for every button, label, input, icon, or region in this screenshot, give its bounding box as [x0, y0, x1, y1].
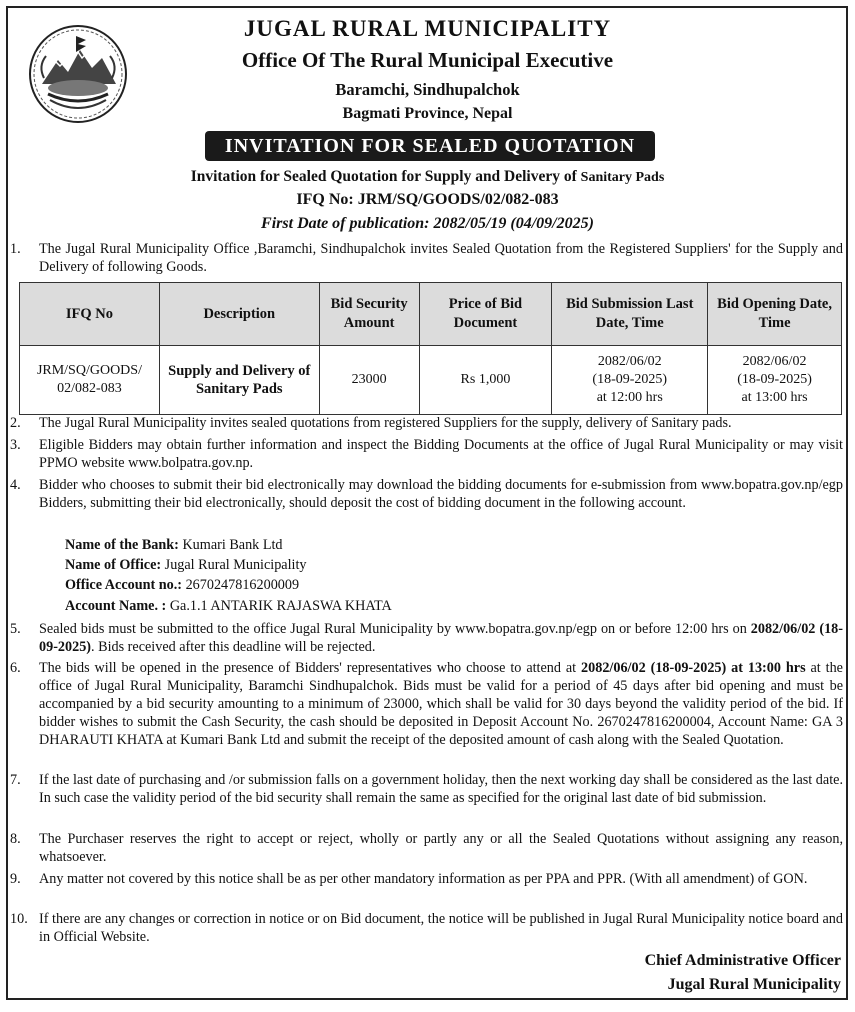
table-header: Description — [159, 283, 319, 346]
table-header: IFQ No — [20, 283, 160, 346]
province: Bagmati Province, Nepal — [342, 105, 513, 122]
ifq-table — [19, 282, 842, 415]
clause-9: 9. Any matter not covered by this notice shall be as per other mandatory information as per PPA and PPR. (With all amendment) of GON. — [10, 871, 808, 887]
security-cell: 23000 — [319, 346, 419, 415]
price-cell: Rs 1,000 — [419, 346, 552, 415]
notice-banner: INVITATION FOR SEALED QUOTATION — [205, 131, 655, 161]
clause-3: 3. Eligible Bidders may obtain further information and inspect the Bidding Documents at the office of Jugal Rural Municipality or may visit PPMO website www.bolpatra.gov.np. — [10, 437, 843, 471]
table-row — [20, 346, 842, 415]
clause-6: 6. The bids will be opened in the presence of Bidders' representatives who choose to attend at 2082/06/02 (18-09-2025) at 13:00 hrs at the office of Jugal Rural Municipality, Baramchi Sindhupalchok. Bids must be valid for a period of 45 days after bid opening and must be accompanied by a bid security amounting to a minimum of 23000, which shall be valid for 30 days beyond the validity period of the bid. If bidder wishes to submit the Cash Security, the cash should be deposited in Deposit Account No. 2670247816200004, Account Name: GA 3 DHARAUTI KHATA at Kumari Bank Ltd and submit the receipt of the deposited amount of cash along with the Sealed Quotation. — [10, 660, 843, 748]
signatory-title: Chief Administrative Officer — [644, 952, 841, 969]
bank-name: Name of the Bank: Kumari Bank Ltd — [65, 537, 283, 553]
clause-10: 10. If there are any changes or correction in notice or on Bid document, the notice will be published in Jugal Rural Municipality notice board and in Official Website. — [10, 911, 843, 945]
account-name: Account Name. : Ga.1.1 ANTARIK RAJASWA KHATA — [65, 598, 392, 614]
clause-2: 2. The Jugal Rural Municipality invites sealed quotations from registered Suppliers for the supply, delivery of Sanitary pads. — [10, 415, 732, 431]
org-title: JUGAL RURAL MUNICIPALITY — [243, 16, 612, 41]
ifq-cell: JRM/SQ/GOODS/ 02/082-083 — [20, 346, 160, 415]
clause-7: 7. If the last date of purchasing and /or submission falls on a government holiday, then the next working day shall be considered as the last date. In such case the validity period of the bid security shall remain the same as specified for the original last date of bid submission. — [10, 772, 843, 806]
clause-5: 5. Sealed bids must be submitted to the office Jugal Rural Municipality by www.bopatra.gov.np/egp on or before 12:00 hrs on 2082/06/02 (18-09-2025). Bids received after this deadline will be rejected. — [10, 621, 843, 655]
table-header: Price of Bid Document — [419, 283, 552, 346]
clause-8: 8. The Purchaser reserves the right to accept or reject, wholly or partly any or all the Sealed Quotations without assigning any reason, whatsoever. — [10, 831, 843, 865]
description-cell: Supply and Delivery of Sanitary Pads — [159, 346, 319, 415]
ifq-number: IFQ No: JRM/SQ/GOODS/02/082-083 — [296, 191, 559, 208]
office-title: Office Of The Rural Municipal Executive — [241, 48, 614, 72]
publication-date: First Date of publication: 2082/05/19 (04/09/2025) — [261, 215, 594, 232]
table-header: Bid Submission Last Date, Time — [552, 283, 708, 346]
office-name: Name of Office: Jugal Rural Municipality — [65, 557, 307, 573]
table-header: Bid Security Amount — [319, 283, 419, 346]
account-number: Office Account no.: 2670247816200009 — [65, 577, 300, 593]
table-header: Bid Opening Date, Time — [708, 283, 842, 346]
clause-1: 1. The Jugal Rural Municipality Office ,Baramchi, Sindhupalchok invites Sealed Quotation from the Registered Suppliers' for the Supply and Delivery of following Goods. — [10, 241, 843, 275]
opening-cell: 2082/06/02 (18-09-2025) at 13:00 hrs — [708, 346, 842, 415]
location: Baramchi, Sindhupalchok — [335, 80, 520, 99]
notice-subtitle: Invitation for Sealed Quotation for Supply and Delivery of Sanitary Pads — [190, 168, 665, 185]
table-header-row — [20, 283, 842, 346]
submission-cell: 2082/06/02 (18-09-2025) at 12:00 hrs — [552, 346, 708, 415]
signatory-org: Jugal Rural Municipality — [667, 976, 841, 993]
clause-4: 4. Bidder who chooses to submit their bid electronically may download the bidding documents for e-submission from www.bopatra.gov.np/egp Bidders, submitting their bid electronically, should deposit the cost of bidding document in the following account. — [10, 477, 843, 511]
